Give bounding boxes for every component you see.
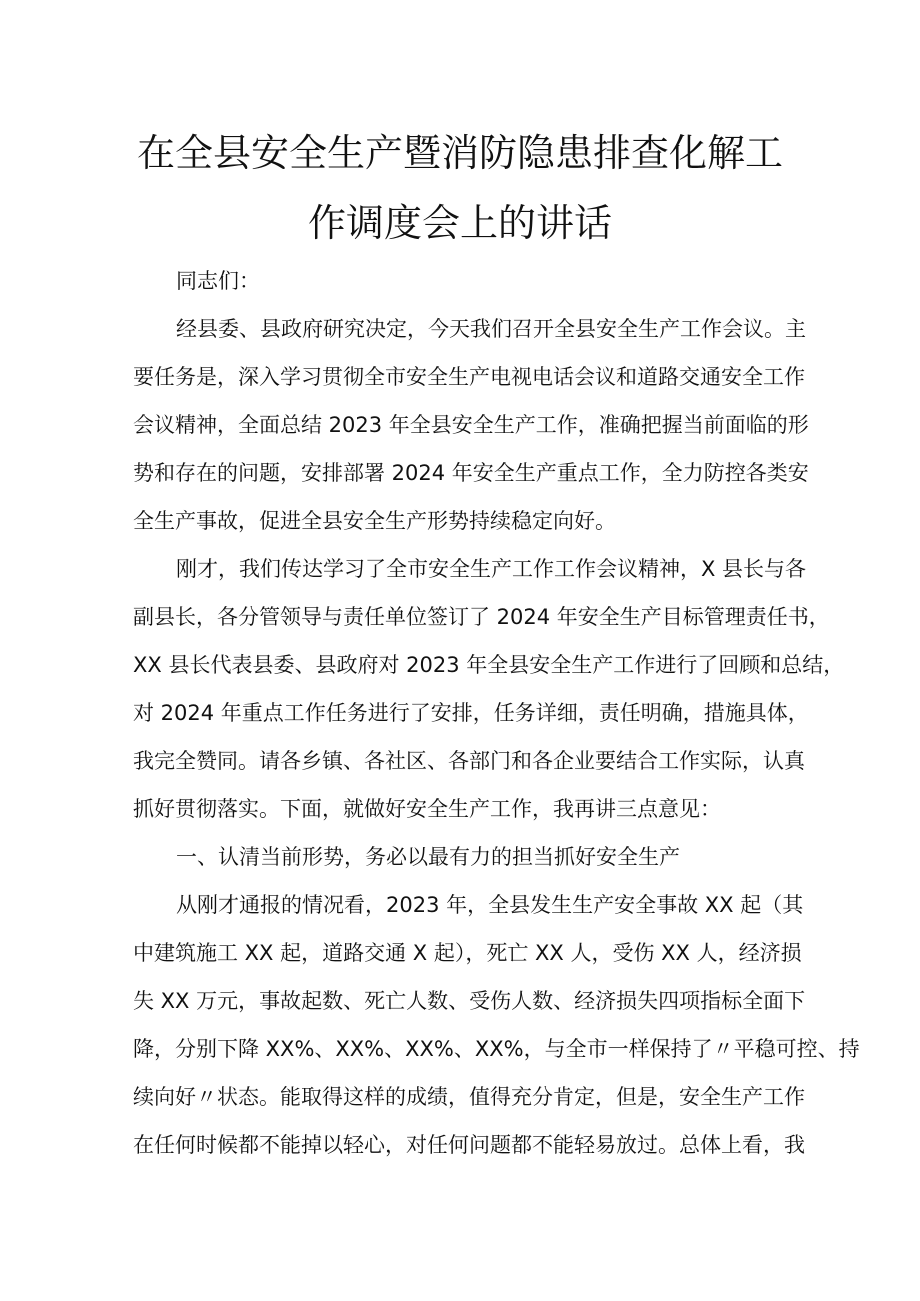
paragraph-1-line-1: 经县委、县政府研究决定，今天我们召开全县安全生产工作会议。主 [176,317,806,341]
section-heading-1: 一、认清当前形势，务必以最有力的担当抓好安全生产 [176,845,680,869]
paragraph-1-line-4: 势和存在的问题，安排部署 2024 年安全生产重点工作，全力防控各类安 [133,461,809,485]
paragraph-3-line-3: 失 XX 万元，事故起数、死亡人数、受伤人数、经济损失四项指标全面下 [133,989,806,1013]
paragraph-2-line-1: 刚才，我们传达学习了全市安全生产工作工作会议精神，X 县长与各 [176,557,807,581]
paragraph-3-line-6: 在任何时候都不能掉以轻心，对任何问题都不能轻易放过。总体上看，我 [133,1133,805,1157]
salutation: 同志们： [176,269,260,293]
paragraph-1-line-3: 会议精神，全面总结 2023 年全县安全生产工作，准确把握当前面临的形 [133,413,809,437]
paragraph-1-line-2: 要任务是，深入学习贯彻全市安全生产电视电话会议和道路交通安全工作 [133,365,805,389]
paragraph-3-line-5: 续向好〃状态。能取得这样的成绩，值得充分肯定，但是，安全生产工作 [133,1085,805,1109]
paragraph-1-line-5: 全生产事故，促进全县安全生产形势持续稳定向好。 [133,509,616,533]
paragraph-2-line-2: 副县长，各分管领导与责任单位签订了 2024 年安全生产目标管理责任书， [133,605,830,629]
document-title-line-2: 作调度会上的讲话 [307,201,612,245]
paragraph-2-line-5: 我完全赞同。请各乡镇、各社区、各部门和各企业要结合工作实际，认真 [133,749,805,773]
paragraph-3-line-4: 降，分别下降 XX%、XX%、XX%、XX%，与全市一样保持了〃平稳可控、持 [133,1037,860,1061]
paragraph-2-line-3: XX 县长代表县委、县政府对 2023 年全县安全生产工作进行了回顾和总结， [133,653,845,677]
paragraph-2-line-4: 对 2024 年重点工作任务进行了安排，任务详细，责任明确，措施具体， [133,701,809,725]
paragraph-3-line-1: 从刚才通报的情况看，2023 年，全县发生生产安全事故 XX 起（其 [176,893,804,917]
document-title-line-1: 在全县安全生产暨消防隐患排查化解工 [136,131,783,175]
paragraph-3-line-2: 中建筑施工 XX 起，道路交通 X 起），死亡 XX 人，受伤 XX 人，经济损 [133,941,802,965]
paragraph-2-line-6: 抓好贯彻落实。下面，就做好安全生产工作，我再讲三点意见： [133,797,721,821]
